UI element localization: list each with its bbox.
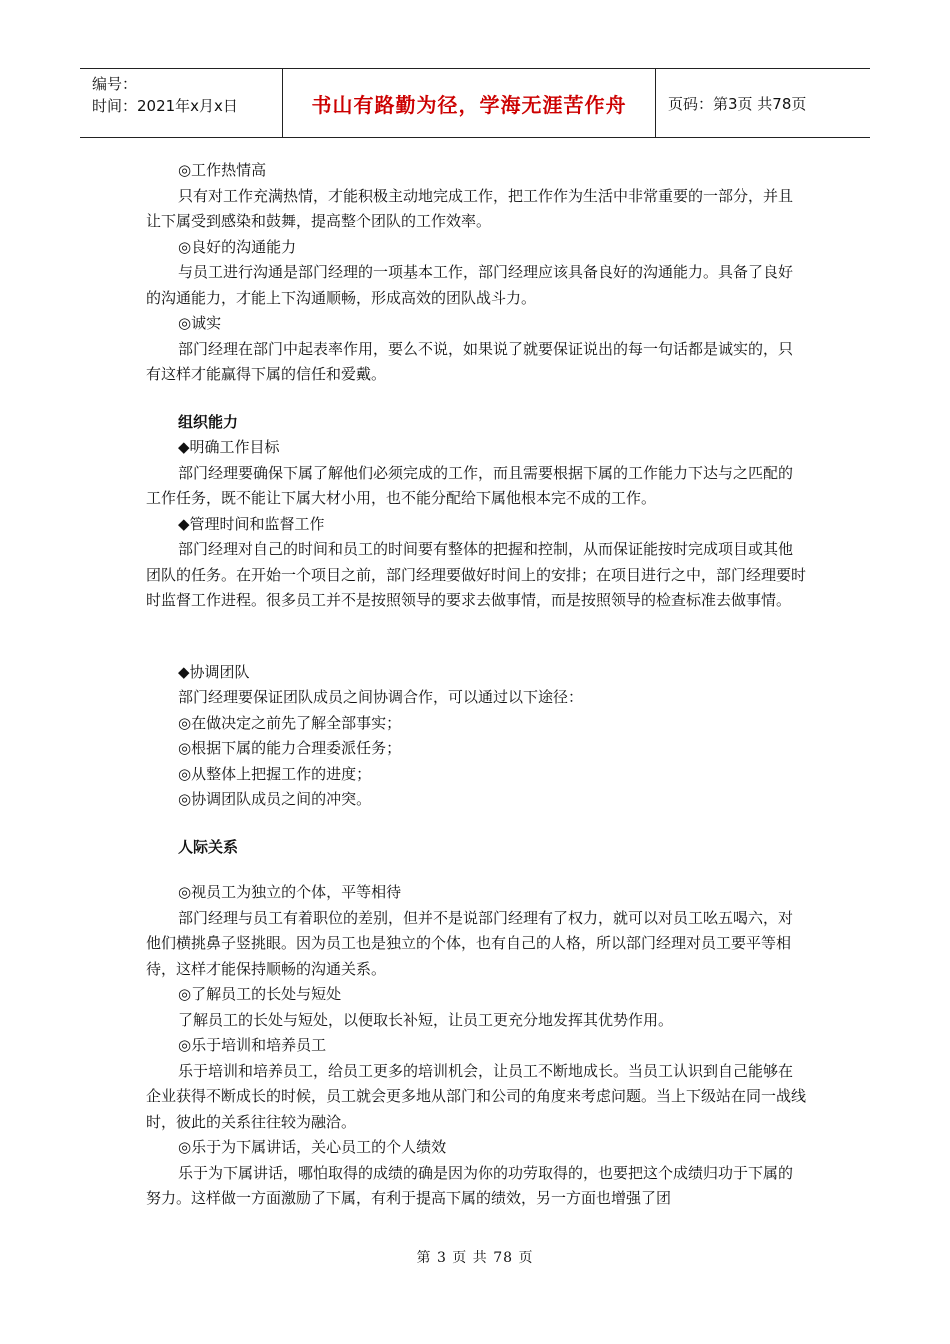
paragraph-advocacy: 乐于为下属讲话，哪怕取得的成绩的确是因为你的功劳取得的，也要把这个成绩归功于下属的努力。这样做一方面激励了下属，有利于提高下属的绩效，另一方面也增强了团 [146,1163,794,1207]
paragraph-enthusiasm: 只有对工作充满热情，才能积极主动地完成工作，把工作作为生活中非常重要的一部分，并且让下属受到感染和鼓舞，提高整个团队的工作效率。 [146,186,794,230]
list-item: ◎在做决定之前先了解全部事实； [178,713,402,732]
subheading-training: ◎乐于培训和培养员工 [178,1036,327,1054]
subheading-communication: ◎良好的沟通能力 [178,237,297,256]
document-date: 时间：2021年x月x日 [92,97,238,115]
document-body [146,158,806,1212]
subheading-strengths: ◎了解员工的长处与短处 [178,985,342,1003]
subheading-team-coordination: ◆协调团队 [178,662,250,681]
section-title-organization: 组织能力 [178,412,239,431]
subheading-enthusiasm: ◎工作热情高 [178,161,267,179]
subheading-honesty: ◎诚实 [178,314,222,332]
paragraph-communication: 与员工进行沟通是部门经理的一项基本工作，部门经理应该具备良好的沟通能力。具备了良好的沟通能力，才能上下沟通顺畅，形成高效的团队战斗力。 [146,263,794,307]
document-number: 编号： [92,75,138,93]
list-item: ◎从整体上把握工作的进度； [178,764,372,783]
paragraph-strengths: 了解员工的长处与短处，以便取长补短，让员工更充分地发挥其优势作用。 [178,1010,674,1029]
paragraph-equality: 部门经理与员工有着职位的差别，但并不是说部门经理有了权力，就可以对员工吆五喝六，对他们横挑鼻子竖挑眼。因为员工也是独立的个体，也有自己的人格，所以部门经理对员工要平等相待，这样才能保持顺畅的沟通关系。 [146,908,794,978]
page-header [80,68,870,138]
subheading-advocacy: ◎乐于为下属讲话，关心员工的个人绩效 [178,1138,447,1156]
subheading-equality: ◎视员工为独立的个体，平等相待 [178,883,402,901]
header-meta [80,69,282,137]
paragraph-team-coordination: 部门经理要保证团队成员之间协调合作，可以通过以下途径： [178,688,584,706]
list-item: ◎协调团队成员之间的冲突。 [178,790,372,808]
list-item: ◎根据下属的能力合理委派任务； [178,739,402,757]
paragraph-honesty: 部门经理在部门中起表率作用，要么不说，如果说了就要保证说出的每一句话都是诚实的，只有这样才能赢得下属的信任和爱戴。 [146,339,794,383]
section-title-relations: 人际关系 [178,837,239,856]
paragraph-goals: 部门经理要确保下属了解他们必须完成的工作，而且需要根据下属的工作能力下达与之匹配的工作任务，既不能让下属大材小用，也不能分配给下属他根本完不成的工作。 [146,463,794,507]
header-page-code: 页码：第3页 共78页 [668,94,807,113]
subheading-goals: ◆明确工作目标 [178,438,280,456]
subheading-time-management: ◆管理时间和监督工作 [178,514,325,533]
paragraph-training: 乐于培训和培养员工，给员工更多的培训机会，让员工不断地成长。当员工认识到自己能够在企业获得不断成长的时候，员工就会更多地从部门和公司的角度来考虑问题。当上下级站在同一战线时，彼此的关系往往较为融洽。 [146,1061,807,1131]
paragraph-time-management: 部门经理对自己的时间和员工的时间要有整体的把握和控制，从而保证能按时完成项目或其他团队的任务。在开始一个项目之前，部门经理要做好时间上的安排；在项目进行之中，部门经理要时时监督工作进程。很多员工并不是按照领导的要求去做事情，而是按照领导的检查标准去做事情。 [146,540,807,609]
header-motto: 书山有路勤为径，学海无涯苦作舟 [282,69,656,137]
page-footer: 第 3 页 共 78 页 [416,1250,534,1266]
